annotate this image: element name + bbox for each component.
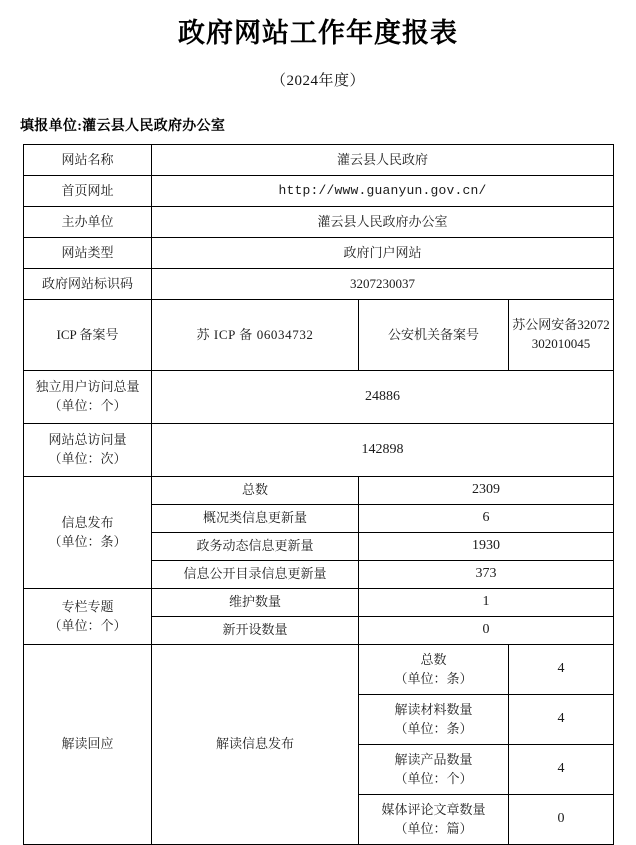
subrow-label-catalog-updates: 信息公开目录信息更新量 (152, 561, 359, 589)
row-value-police-record: 苏公网安备32072302010045 (509, 300, 614, 371)
group-label-info-publish: 信息发布 （单位：条） (24, 477, 152, 589)
table-row (24, 176, 614, 207)
row-value-total-visits: 142898 (152, 424, 614, 477)
row-label-police-record: 公安机关备案号 (359, 300, 509, 371)
row-value-site-type: 政府门户网站 (152, 238, 614, 269)
group-label-special-columns: 专栏专题 （单位：个） (24, 589, 152, 645)
row-label-icp: ICP 备案号 (24, 300, 152, 371)
row-label-site-name: 网站名称 (24, 145, 152, 176)
page-subtitle: （2024年度） (270, 73, 365, 89)
subrow-label-interp-materials: 解读材料数量 （单位：条） (359, 695, 509, 745)
subrow-value-interp-total: 4 (509, 645, 614, 695)
row-value-icp: 苏 ICP 备 06034732 (152, 300, 359, 371)
table-row (24, 207, 614, 238)
row-value-unique-visitors: 24886 (152, 371, 614, 424)
table-row-info-publish (24, 477, 614, 505)
subrow-label-info-total: 总数 (152, 477, 359, 505)
row-value-organizer: 灌云县人民政府办公室 (152, 207, 614, 238)
page-title: 政府网站工作年度报表 (178, 18, 458, 48)
subrow-value-govaffairs-updates: 1930 (359, 533, 614, 561)
subrow-value-newly-opened-count: 0 (359, 617, 614, 645)
table-row (24, 238, 614, 269)
subrow-label-govaffairs-updates: 政务动态信息更新量 (152, 533, 359, 561)
subrow-label-interp-total: 总数 （单位：条） (359, 645, 509, 695)
group-label-interpretation-response: 解读回应 (24, 645, 152, 845)
subrow-label-interp-products: 解读产品数量 （单位：个） (359, 745, 509, 795)
group-label-interpretation-publish: 解读信息发布 (152, 645, 359, 845)
table-row (24, 269, 614, 300)
row-label-site-type: 网站类型 (24, 238, 152, 269)
subrow-value-interp-materials: 4 (509, 695, 614, 745)
row-value-site-code: 3207230037 (152, 269, 614, 300)
row-label-homepage-url: 首页网址 (24, 176, 152, 207)
subrow-label-overview-updates: 概况类信息更新量 (152, 505, 359, 533)
reporting-unit-label: 填报单位:灌云县人民政府办公室 (20, 119, 226, 134)
subrow-value-maintained-count: 1 (359, 589, 614, 617)
subrow-value-info-total: 2309 (359, 477, 614, 505)
row-label-unique-visitors: 独立用户访问总量（单位：个） (24, 371, 152, 424)
row-label-organizer: 主办单位 (24, 207, 152, 238)
subrow-label-maintained-count: 维护数量 (152, 589, 359, 617)
row-value-homepage-url: http://www.guanyun.gov.cn/ (152, 176, 614, 207)
subrow-value-catalog-updates: 373 (359, 561, 614, 589)
subrow-value-overview-updates: 6 (359, 505, 614, 533)
table-row-total-visits (24, 424, 614, 477)
row-value-site-name: 灌云县人民政府 (152, 145, 614, 176)
table-row-unique-visitors (24, 371, 614, 424)
subrow-label-newly-opened-count: 新开设数量 (152, 617, 359, 645)
table-row-icp (24, 300, 614, 371)
annual-report-table (23, 144, 614, 845)
table-row-interpretation (24, 645, 614, 695)
subrow-value-interp-products: 4 (509, 745, 614, 795)
subrow-label-media-commentary: 媒体评论文章数量 （单位：篇） (359, 795, 509, 845)
table-row (24, 145, 614, 176)
table-row-special-columns (24, 589, 614, 617)
row-label-total-visits: 网站总访问量 （单位：次） (24, 424, 152, 477)
subrow-value-media-commentary: 0 (509, 795, 614, 845)
row-label-site-code: 政府网站标识码 (24, 269, 152, 300)
